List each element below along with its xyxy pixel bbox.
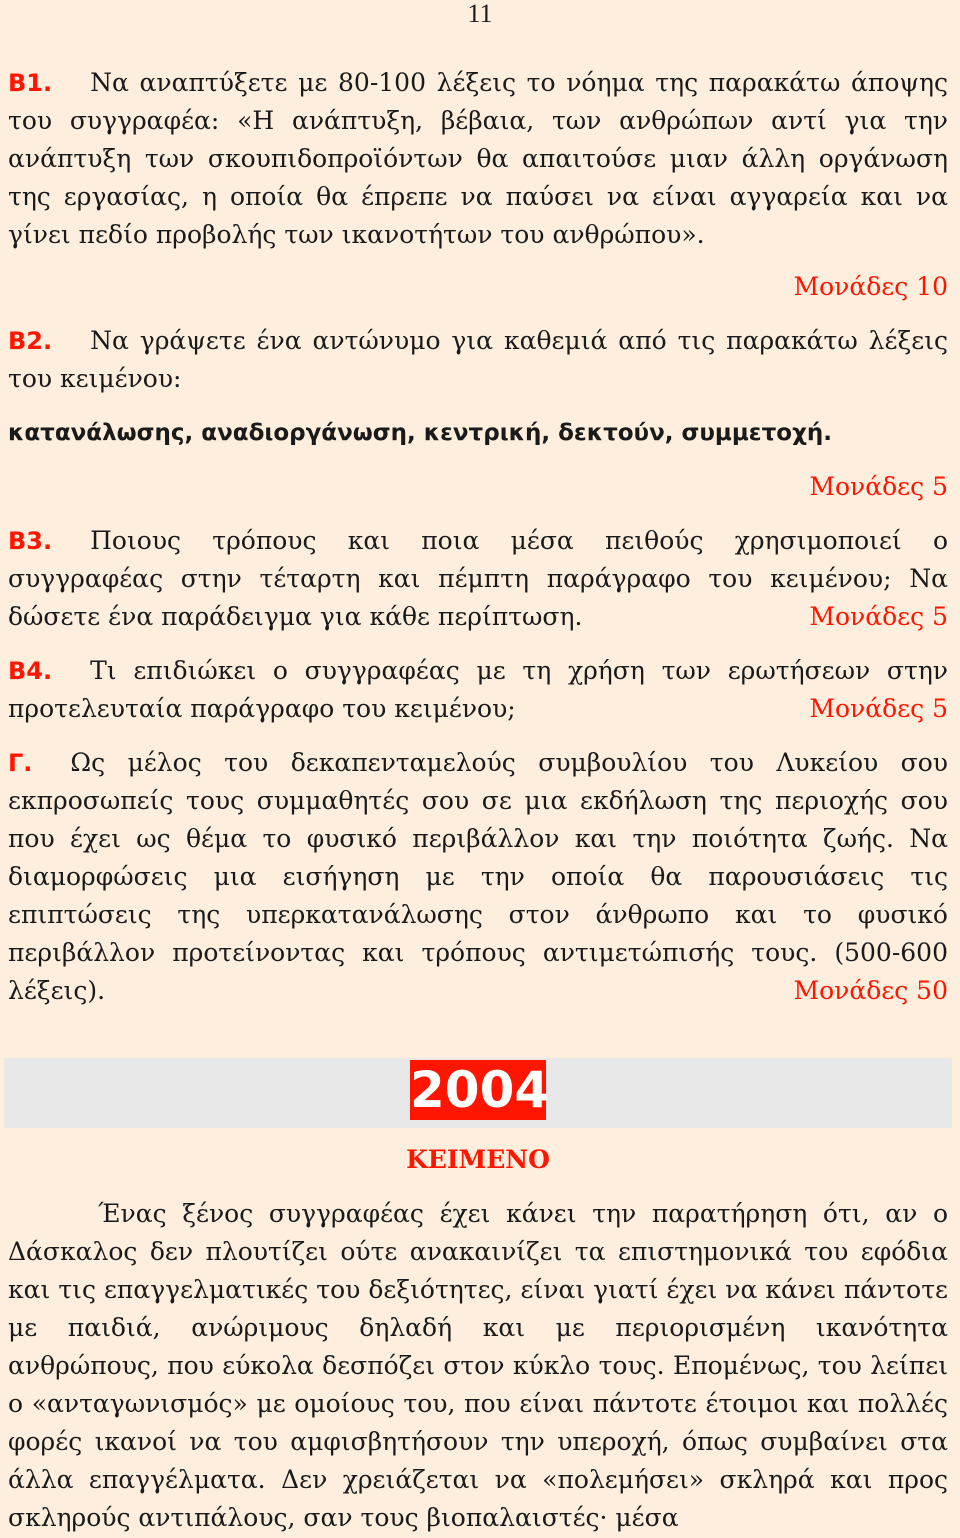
marks-label: Μονάδες 5 (809, 472, 948, 501)
word-list: κατανάλωσης, αναδιοργάνωση, κεντρική, δεκτούν, συμμετοχή. (8, 420, 833, 446)
section-heading: ΚΕΙΜΕΝΟ (406, 1145, 550, 1174)
question-text: Ποιους τρόπους και ποια μέσα πειθούς χρησιμοποιεί ο συγγραφέας στην τέταρτη και πέμπτη παράγραφο του κειμένου; Να δώσετε ένα παράδειγμα για κάθε περίπτωση. (8, 526, 948, 631)
question-label: Β2. (8, 327, 53, 355)
question-b3 (8, 522, 948, 636)
question-label: Β1. (8, 69, 53, 97)
question-label: Γ. (8, 749, 33, 777)
question-b4 (8, 652, 948, 728)
question-label: Β4. (8, 657, 53, 685)
question-text: Ως μέλος του δεκαπενταμελούς συμβουλίου του Λυκείου σου εκπροσωπείς τους συμμαθητές σου σε μια εκδήλωση της περιοχής σου που έχει ως θέμα το φυσικό περιβάλλον και την ποιότητα ζωής. Να διαμορφώσεις μια εισήγηση με την οποία θα παρουσιάσεις τις επιπτώσεις της υπερκατανάλωσης στον άνθρωπο και το φυσικό περιβάλλον προτείνοντας και τρόπους αντιμετώπισής τους. (500-600 λέξεις). (8, 748, 948, 1005)
page-number: 11 (467, 0, 493, 28)
question-g (8, 744, 948, 1010)
marks-label: Μονάδες 10 (793, 272, 948, 301)
question-b1 (8, 64, 948, 254)
question-text: Να γράψετε ένα αντώνυμο για καθεμιά από τις παρακάτω λέξεις του κειμένου: (8, 326, 948, 393)
question-text: Τι επιδιώκει ο συγγραφέας με τη χρήση των ερωτήσεων στην προτελευταία παράγραφο του κειμένου; (8, 656, 948, 723)
text-body: Ένας ξένος συγγραφέας έχει κάνει την παρατήρηση ότι, αν ο Δάσκαλος δεν πλουτίζει ούτε ανακαινίζει τα επιστημονικά του εφόδια και τις επαγγελματικές του δεξιότητες, είναι γιατί έχει να κάνει πάντοτε με παιδιά, ανώριμους δηλαδή και με περιορισμένη ικανότητα ανθρώπους, που εύκολα δεσπόζει στον κύκλο τους. Επομένως, του λείπει ο «ανταγωνισμός» με ομοίους του, που είναι πάντοτε έτοιμοι και πολλές φορές ικανοί να του αμφισβητήσουν την υπεροχή, όπως συμβαίνει στα άλλα επαγγέλματα. Δεν χρειάζεται να «πολεμήσει» σκληρά και προς σκληρούς αντιπάλους, σαν τους βιοπαλαιστές· μέσα (8, 1199, 948, 1532)
question-b2 (8, 322, 948, 398)
marks-label: Μονάδες 5 (809, 602, 948, 631)
year-title: 2004 (410, 1061, 550, 1119)
question-label: Β3. (8, 527, 53, 555)
marks-label: Μονάδες 5 (809, 694, 948, 723)
question-text: Να αναπτύξετε με 80-100 λέξεις το νόημα της παρακάτω άποψης του συγγραφέα: «Η ανάπτυξη, βέβαια, των ανθρώπων αντί για την ανάπτυξη των σκουπιδοπροϊόντων θα απαιτούσε μιαν άλλη οργάνωση της εργασίας, η οποία θα έπρεπε να παύσει να είναι αγγαρεία και να γίνει πεδίο προβολής των ικανοτήτων του ανθρώπου». (8, 68, 948, 249)
marks-label: Μονάδες 50 (793, 976, 948, 1005)
questions-section (8, 64, 948, 1010)
